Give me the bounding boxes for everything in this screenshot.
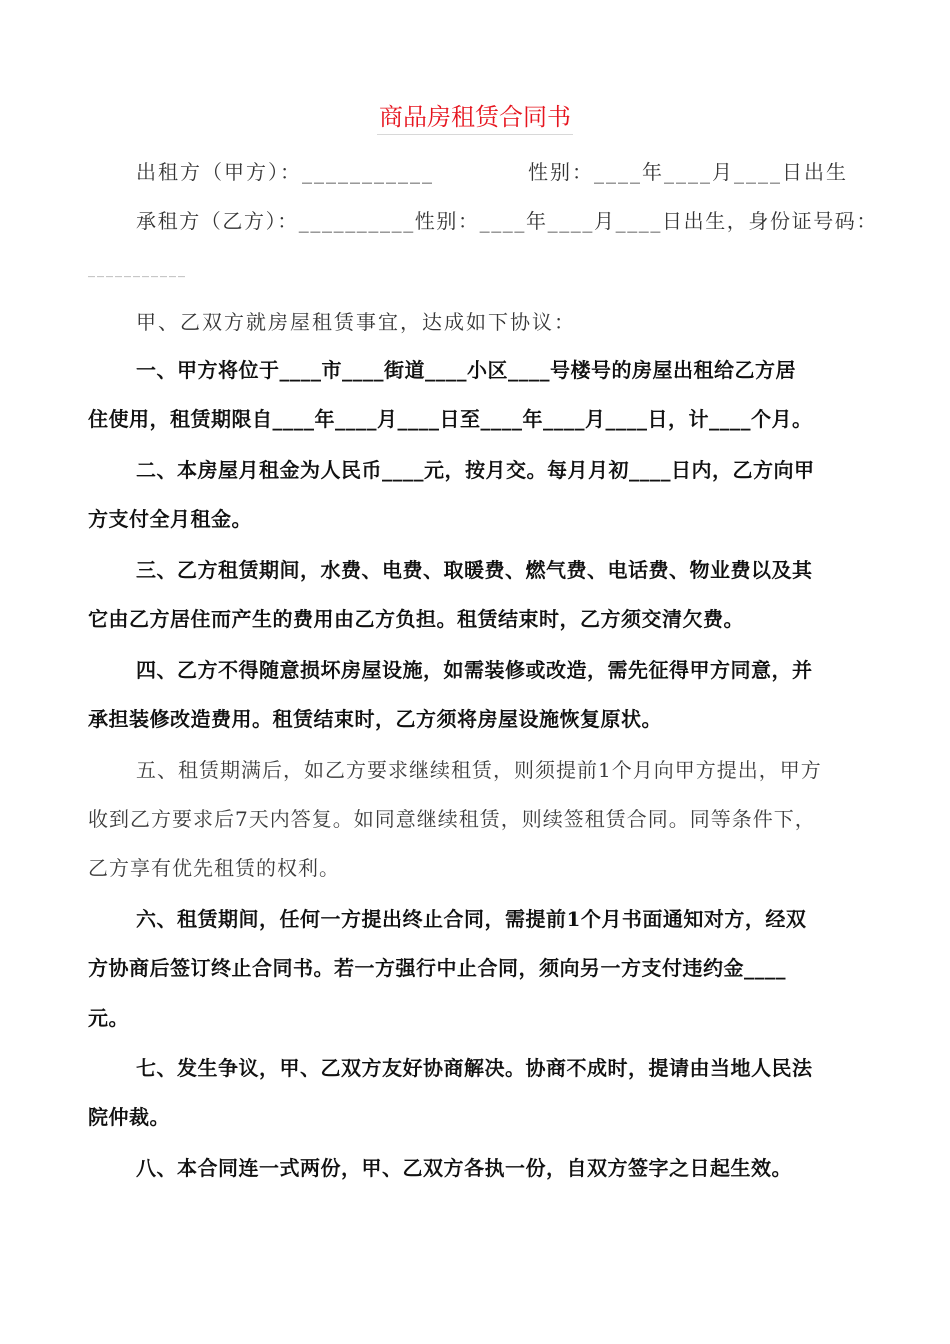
intro-line: 甲、乙双方就房屋租赁事宜，达成如下协议：	[136, 310, 576, 334]
clause-1-line-1: 一、甲方将位于____市____街道____小区____号楼号的房屋出租给乙方居	[136, 358, 796, 382]
clause-2-line-2: 方支付全月租金。	[88, 507, 252, 531]
clause-7-line-2: 院仲裁。	[88, 1105, 170, 1129]
lessor-birth-line: 性别：____年____月____日出生	[528, 160, 848, 184]
lessee-line: 承租方（乙方）：__________性别：____年____月____日出生，身份证号码：	[136, 209, 878, 233]
clause-7-line-1: 七、发生争议，甲、乙双方友好协商解决。协商不成时，提请由当地人民法	[136, 1056, 813, 1080]
clause-8-line-1: 八、本合同连一式两份，甲、乙双方各执一份，自双方签字之日起生效。	[136, 1156, 792, 1180]
clause-6-line-3: 元。	[88, 1006, 129, 1030]
clause-5-line-2: 收到乙方要求后7天内答复。如同意继续租赁，则续签租赁合同。同等条件下，	[88, 807, 816, 831]
id-number-blank: ___________	[88, 262, 187, 278]
clause-2-line-1: 二、本房屋月租金为人民币____元，按月交。每月月初____日内，乙方向甲	[136, 458, 815, 482]
clause-3-line-2: 它由乙方居住而产生的费用由乙方负担。租赁结束时，乙方须交清欠费。	[88, 607, 744, 631]
clause-5-line-1: 五、租赁期满后，如乙方要求继续租赁，则须提前1个月向甲方提出，甲方	[136, 758, 822, 782]
document-title: 商品房租赁合同书	[377, 100, 573, 135]
clause-4-line-2: 承担装修改造费用。租赁结束时，乙方须将房屋设施恢复原状。	[88, 707, 662, 731]
clause-6-line-2: 方协商后签订终止合同书。若一方强行中止合同，须向另一方支付违约金____	[88, 956, 786, 980]
clause-3-line-1: 三、乙方租赁期间，水费、电费、取暖费、燃气费、电话费、物业费以及其	[136, 558, 813, 582]
clause-5-line-3: 乙方享有优先租赁的权利。	[88, 856, 340, 880]
clause-4-line-1: 四、乙方不得随意损坏房屋设施，如需装修或改造，需先征得甲方同意，并	[136, 658, 813, 682]
clause-1-line-2: 住使用，租赁期限自____年____月____日至____年____月____日，计____个月。	[88, 407, 813, 431]
clause-6-line-1: 六、租赁期间，任何一方提出终止合同，需提前1个月书面通知对方，经双	[136, 907, 807, 931]
lessor-line: 出租方（甲方）：___________	[136, 160, 434, 184]
document-title-wrap	[0, 100, 950, 135]
